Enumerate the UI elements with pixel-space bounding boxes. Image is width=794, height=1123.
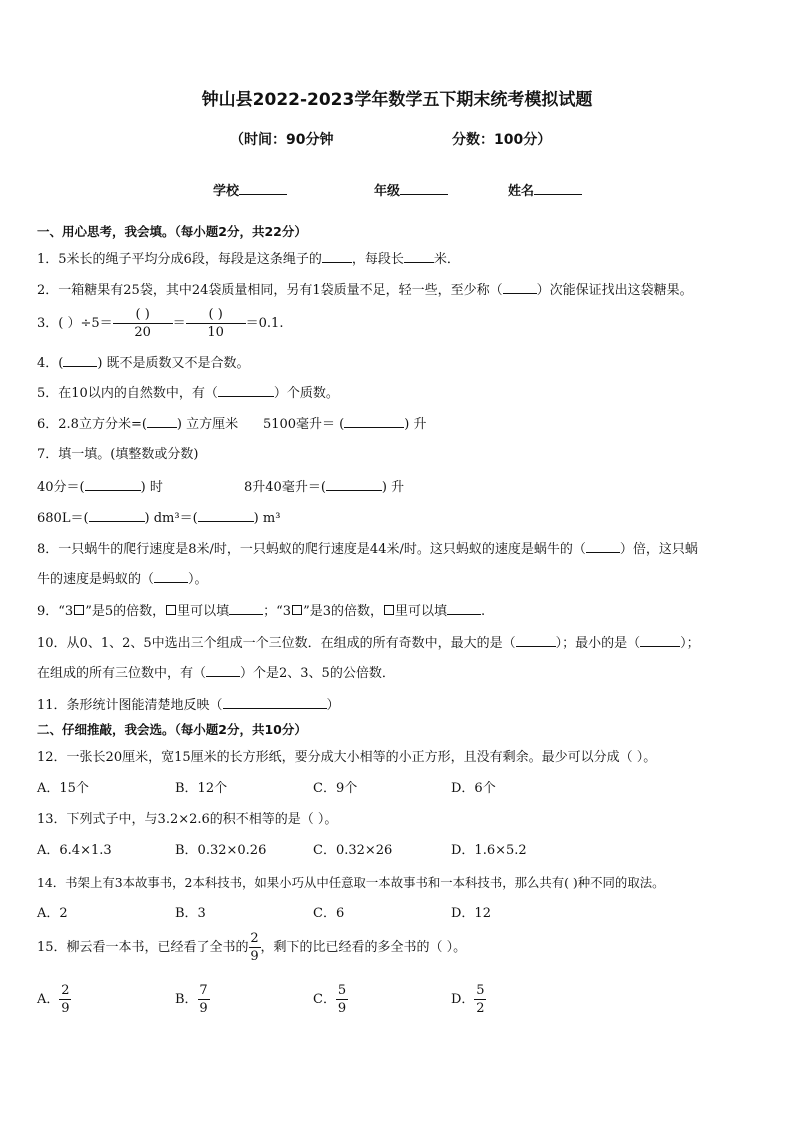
q10-text-a: 10．从0、1、2、5中选出三个组成一个三位数．在组成的所有奇数中，最大的是（: [37, 636, 516, 651]
q15-text-b: ，剩下的比已经看的多全书的（ ）。: [260, 940, 467, 955]
q2-blank[interactable]: [503, 282, 537, 294]
q9-text-e: ”是3的倍数，: [303, 604, 383, 619]
q9-text-f: 里可以填: [394, 604, 447, 619]
q8-text-a: 8．一只蜗牛的爬行速度是8米/时，一只蚂蚁的爬行速度是44米/时。这只蚂蚁的速度是蜗牛的（: [37, 542, 586, 557]
question-7-line-2: [37, 510, 280, 527]
q15-option-c-denominator: 9: [337, 1001, 347, 1016]
q15-option-c-label: C．: [313, 992, 336, 1007]
q7-text-l1a: 40分＝(: [37, 480, 85, 495]
q1-blank-1[interactable]: [322, 251, 352, 263]
school-field[interactable]: [213, 183, 287, 200]
q1-text-b: ，每段长: [351, 252, 404, 267]
question-7: 7．填一填。(填整数或分数): [37, 447, 199, 462]
q7-blank-2[interactable]: [326, 479, 382, 491]
q15-option-d-numerator: 5: [476, 983, 485, 998]
question-8-line-1: [37, 541, 698, 558]
q3-denominator-1: 20: [134, 325, 151, 340]
q13-option-a[interactable]: A．6.4×1.3: [37, 843, 112, 858]
q9-text-c: 里可以填: [177, 604, 230, 619]
q9-text-a: 9．“3: [37, 604, 74, 619]
question-6: [37, 416, 426, 433]
question-1: [37, 251, 460, 268]
q15-option-c-fraction: [336, 982, 348, 1017]
q1-text-a: 1．5米长的绳子平均分成6段，每段是这条绳子的: [37, 252, 322, 267]
q7-text-l1d: ) 升: [381, 480, 405, 495]
q7-text-l2a: 680L＝(: [37, 511, 89, 526]
q6-text-a: 6．2.8立方分米=(: [37, 417, 147, 432]
q14-option-d[interactable]: D．12: [451, 906, 491, 921]
q4-text-b: ) 既不是质数又不是合数。: [97, 356, 250, 371]
grade-field[interactable]: [374, 183, 448, 200]
q14-option-c[interactable]: C．6: [313, 906, 345, 921]
question-4: [37, 355, 250, 372]
square-icon: [74, 605, 84, 615]
q7-blank-4[interactable]: [198, 510, 254, 522]
name-blank[interactable]: [534, 183, 582, 195]
q13-option-b[interactable]: B．0.32×0.26: [175, 843, 267, 858]
school-label: 学校: [213, 184, 240, 199]
square-icon: [292, 605, 302, 615]
q10-text-b: ）；最小的是（: [555, 636, 641, 651]
q15-option-d-denominator: 2: [476, 1001, 485, 1016]
q7-blank-1[interactable]: [85, 479, 141, 491]
q10-text-e: ）个是2、3、5的公倍数．: [240, 666, 395, 681]
grade-blank[interactable]: [400, 183, 448, 195]
q8-text-d: ）。: [188, 572, 208, 587]
question-5: [37, 385, 339, 402]
q9-text-d: ；“3: [263, 604, 292, 619]
q5-text-b: ）个质数。: [273, 386, 339, 401]
exam-time: （时间：90分钟: [230, 132, 334, 148]
q15-option-c[interactable]: [313, 982, 348, 1018]
question-12: 12．一张长20厘米，宽15厘米的长方形纸，要分成大小相等的小正方形，且没有剩余。最少可以分成（ ）。: [37, 750, 657, 765]
question-8-line-2: [37, 571, 208, 588]
q1-text-c: 米．: [433, 252, 460, 267]
q10-blank-2[interactable]: [640, 635, 680, 647]
q1-blank-2[interactable]: [404, 251, 434, 263]
q15-text-a: 15．柳云看一本书，已经看了全书的: [37, 940, 249, 955]
q7-text-l2b: ) dm³＝(: [144, 511, 198, 526]
q8-text-c: 牛的速度是蚂蚁的（: [37, 572, 155, 587]
q10-text-d: 在组成的所有三位数中，有（: [37, 666, 207, 681]
section2-heading: 二、仔细推敲，我会选。（每小题2分，共10分）: [37, 722, 307, 737]
question-2: [37, 282, 693, 299]
question-10-line-2: [37, 665, 395, 682]
q9-text-b: ”是5的倍数，: [85, 604, 166, 619]
q13-option-d[interactable]: D．1.6×5.2: [451, 843, 527, 858]
q7-text-l2c: ) m³: [253, 511, 281, 526]
q13-option-c[interactable]: C．0.32×26: [313, 843, 393, 858]
q15-numerator: 2: [250, 931, 259, 946]
q6-text-d: ) 升: [404, 417, 427, 432]
school-blank[interactable]: [239, 183, 287, 195]
question-10-line-1: [37, 635, 700, 652]
q12-option-a[interactable]: A．15个: [37, 781, 89, 796]
page-title: 钟山县2022-2023学年数学五下期末统考模拟试题: [201, 90, 593, 110]
q9-text-g: .: [481, 604, 486, 619]
q11-text-b: ）: [326, 698, 340, 713]
q12-option-c[interactable]: C．9个: [313, 781, 358, 796]
section1-heading: 一、用心思考，我会填。（每小题2分，共22分）: [37, 224, 307, 239]
question-15: [37, 930, 466, 966]
q8-blank-1[interactable]: [586, 541, 620, 553]
name-label: 姓名: [508, 184, 535, 199]
q11-blank[interactable]: [223, 697, 327, 709]
q8-text-b: ）倍，这只蜗: [619, 542, 698, 557]
q4-text-a: 4．(: [37, 356, 64, 371]
q4-blank[interactable]: [63, 355, 97, 367]
q15-denominator: 9: [250, 949, 259, 964]
q3-numerator-1[interactable]: ( ): [135, 307, 150, 322]
q15-option-b-label: B．: [175, 992, 198, 1007]
q5-text-a: 5．在10以内的自然数中，有（: [37, 386, 218, 401]
grade-label: 年级: [374, 184, 401, 199]
q12-option-b[interactable]: B．12个: [175, 781, 228, 796]
q15-fraction: [249, 930, 261, 965]
q15-option-d[interactable]: [451, 982, 486, 1018]
exam-score: 分数：100分）: [452, 132, 552, 148]
q15-option-b[interactable]: [175, 982, 210, 1018]
q3-denominator-2: 10: [207, 325, 224, 340]
name-field[interactable]: [508, 183, 582, 200]
q15-option-a-denominator: 9: [61, 1001, 70, 1016]
question-13: 13．下列式子中，与3.2×2.6的积不相等的是（ ）。: [37, 812, 338, 827]
question-3: [37, 306, 283, 342]
q2-text-a: 2．一箱糖果有25袋，其中24袋质量相同，另有1袋质量不足，轻一些，至少称（: [37, 283, 503, 298]
q12-option-d[interactable]: D．6个: [451, 781, 496, 796]
q15-option-b-numerator: 7: [199, 983, 208, 998]
q15-option-a-fraction: [59, 982, 71, 1017]
q3-text-a: 3．( ）÷5＝: [37, 316, 113, 331]
question-9: [37, 603, 485, 620]
q10-text-c: ）；: [680, 636, 700, 651]
q11-text-a: 11．条形统计图能清楚地反映（: [37, 698, 223, 713]
q14-option-a[interactable]: A．2: [37, 906, 68, 921]
q3-numerator-2[interactable]: ( ): [208, 307, 223, 322]
q7-text-l1c: 8升40毫升＝(: [244, 480, 326, 495]
q9-blank-1[interactable]: [229, 603, 263, 615]
q15-option-b-fraction: [198, 982, 210, 1017]
q15-option-d-label: D．: [451, 992, 475, 1007]
q3-fraction-1: [113, 306, 173, 341]
q5-blank[interactable]: [218, 385, 274, 397]
q2-text-b: ）次能保证找出这袋糖果。: [536, 283, 693, 298]
q6-blank-1[interactable]: [147, 416, 177, 428]
square-icon: [166, 605, 176, 615]
q15-option-d-fraction: [474, 982, 486, 1017]
question-7-line-1b: [244, 479, 404, 496]
q3-text-tail: ＝0.1.: [245, 316, 284, 331]
q6-text-b: ) 立方厘米: [176, 417, 239, 432]
q15-option-a-label: A．: [37, 992, 60, 1007]
q6-blank-2[interactable]: [344, 416, 404, 428]
question-14: 14．书架上有3本故事书，2本科技书，如果小巧从中任意取一本故事书和一本科技书，那么共有( )种不同的取法。: [37, 875, 665, 890]
q10-blank-1[interactable]: [516, 635, 556, 647]
q15-option-c-numerator: 5: [337, 983, 347, 998]
q14-option-b[interactable]: B．3: [175, 906, 206, 921]
q7-text-l1b: ) 时: [140, 480, 163, 495]
q3-equals: ＝: [172, 316, 186, 331]
q8-blank-2[interactable]: [154, 571, 188, 583]
question-7-line-1a: [37, 479, 163, 496]
q7-blank-3[interactable]: [89, 510, 145, 522]
question-11: [37, 697, 340, 714]
q15-option-a-numerator: 2: [61, 983, 70, 998]
q3-fraction-2: [186, 306, 246, 341]
q15-option-b-denominator: 9: [199, 1001, 208, 1016]
square-icon: [384, 605, 394, 615]
q15-option-a[interactable]: [37, 982, 71, 1018]
q10-blank-3[interactable]: [206, 665, 240, 677]
q6-text-c: 5100毫升＝ (: [262, 417, 345, 432]
q9-blank-2[interactable]: [447, 603, 481, 615]
